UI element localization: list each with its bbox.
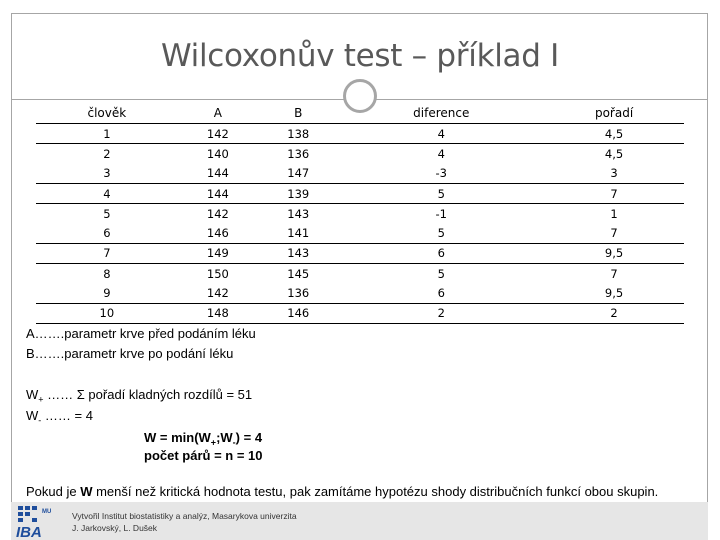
cell: 7 (610, 266, 618, 281)
cell: 138 (258, 124, 338, 144)
cell: 147 (258, 164, 338, 184)
cell: 6 (338, 283, 544, 303)
table-row (36, 283, 684, 303)
table-row (36, 223, 684, 243)
w-eq-pre: W = min(W (144, 430, 211, 445)
table-row (36, 183, 684, 203)
cell: 145 (287, 266, 310, 281)
cell: 9 (36, 283, 178, 303)
pairs-count: počet párů = n = 10 (144, 448, 263, 463)
cell: 146 (178, 223, 258, 243)
w-plus-text: …… Σ pořadí kladných rozdílů = 51 (43, 387, 253, 402)
cell: 5 (437, 266, 445, 281)
cell: 5 (338, 223, 544, 243)
table-header-row (36, 103, 684, 124)
cell: 142 (178, 283, 258, 303)
footer-line-1: Vytvořil Institut biostatistiky a analýz, Masarykova univerzita (72, 511, 297, 521)
note-w-plus (26, 387, 252, 405)
header-diference: diference (338, 103, 544, 124)
cell: 8 (103, 266, 111, 281)
slide-title: Wilcoxonův test – příklad I (160, 38, 560, 74)
cell: 1 (36, 124, 178, 144)
w-eq-sub-minus: - (232, 437, 236, 448)
cell: 139 (258, 183, 338, 203)
cell: 1 (610, 206, 618, 221)
cell: 3 (36, 164, 178, 184)
cell: 9,5 (544, 283, 684, 303)
logo-text: IBA (16, 524, 42, 540)
w-eq-mid: ;W (216, 430, 233, 445)
header-b: B (258, 103, 338, 124)
cell: 2 (338, 303, 544, 323)
data-table (36, 103, 684, 324)
note-b-definition: B…….parametr krve po podání léku (26, 346, 234, 361)
w-eq-sub-plus: + (210, 437, 217, 448)
cell: 4 (437, 146, 445, 161)
cell: 5 (103, 206, 111, 221)
cell: 143 (258, 243, 338, 263)
cell: 150 (206, 266, 229, 281)
cell: 2 (103, 146, 111, 161)
w-equation (144, 430, 262, 448)
table-row (36, 204, 684, 224)
cell: 6 (338, 243, 544, 263)
conclusion-text (26, 484, 658, 499)
cell: 144 (178, 164, 258, 184)
conclusion-bold: W (80, 484, 93, 499)
header-poradi: pořadí (544, 103, 684, 124)
cell: 7 (36, 243, 178, 263)
w-minus-sub: - (38, 415, 42, 426)
w-eq-post: ) = 4 (235, 430, 263, 445)
cell: 4,5 (604, 146, 624, 161)
cell: 4,5 (544, 124, 684, 144)
conclusion-pre: Pokud je (26, 484, 81, 499)
w-minus-label: W (26, 408, 39, 423)
cell: 142 (206, 206, 229, 221)
note-a-definition: A…….parametr krve před podáním léku (26, 326, 256, 341)
w-plus-label: W (26, 387, 39, 402)
cell: 10 (36, 303, 178, 323)
cell: 7 (544, 223, 684, 243)
cell: 142 (178, 124, 258, 144)
cell: 4 (36, 183, 178, 203)
cell: 5 (338, 183, 544, 203)
note-w-minus (26, 408, 93, 426)
cell: 3 (544, 164, 684, 184)
header-clovek: člověk (36, 103, 178, 124)
cell: 7 (544, 183, 684, 203)
table-row (36, 144, 684, 164)
cell: 2 (544, 303, 684, 323)
table-row (36, 303, 684, 323)
table-row (36, 164, 684, 184)
w-minus-text: …… = 4 (41, 408, 93, 423)
logo-small-text: MU (42, 509, 52, 515)
cell: 143 (287, 206, 310, 221)
cell: 146 (258, 303, 338, 323)
iba-logo-icon (14, 504, 58, 540)
cell: 148 (178, 303, 258, 323)
cell: 144 (178, 183, 258, 203)
w-plus-sub: + (38, 394, 44, 405)
cell: -3 (338, 164, 544, 184)
cell: 9,5 (544, 243, 684, 263)
table-row (36, 243, 684, 263)
cell: 141 (258, 223, 338, 243)
cell: 4 (338, 124, 544, 144)
table-row (36, 124, 684, 144)
cell: 136 (287, 146, 310, 161)
cell: 149 (178, 243, 258, 263)
cell: 6 (36, 223, 178, 243)
table-row (36, 264, 684, 284)
header-a: A (178, 103, 258, 124)
cell: 136 (258, 283, 338, 303)
footer-line-2: J. Jarkovský, L. Dušek (72, 523, 158, 533)
footer-credits (72, 510, 297, 534)
cell: -1 (435, 206, 447, 221)
conclusion-post: menší než kritická hodnota testu, pak zamítáme hypotézu shody distribučních funkcí obou skupin. (92, 484, 659, 499)
cell: 140 (206, 146, 229, 161)
